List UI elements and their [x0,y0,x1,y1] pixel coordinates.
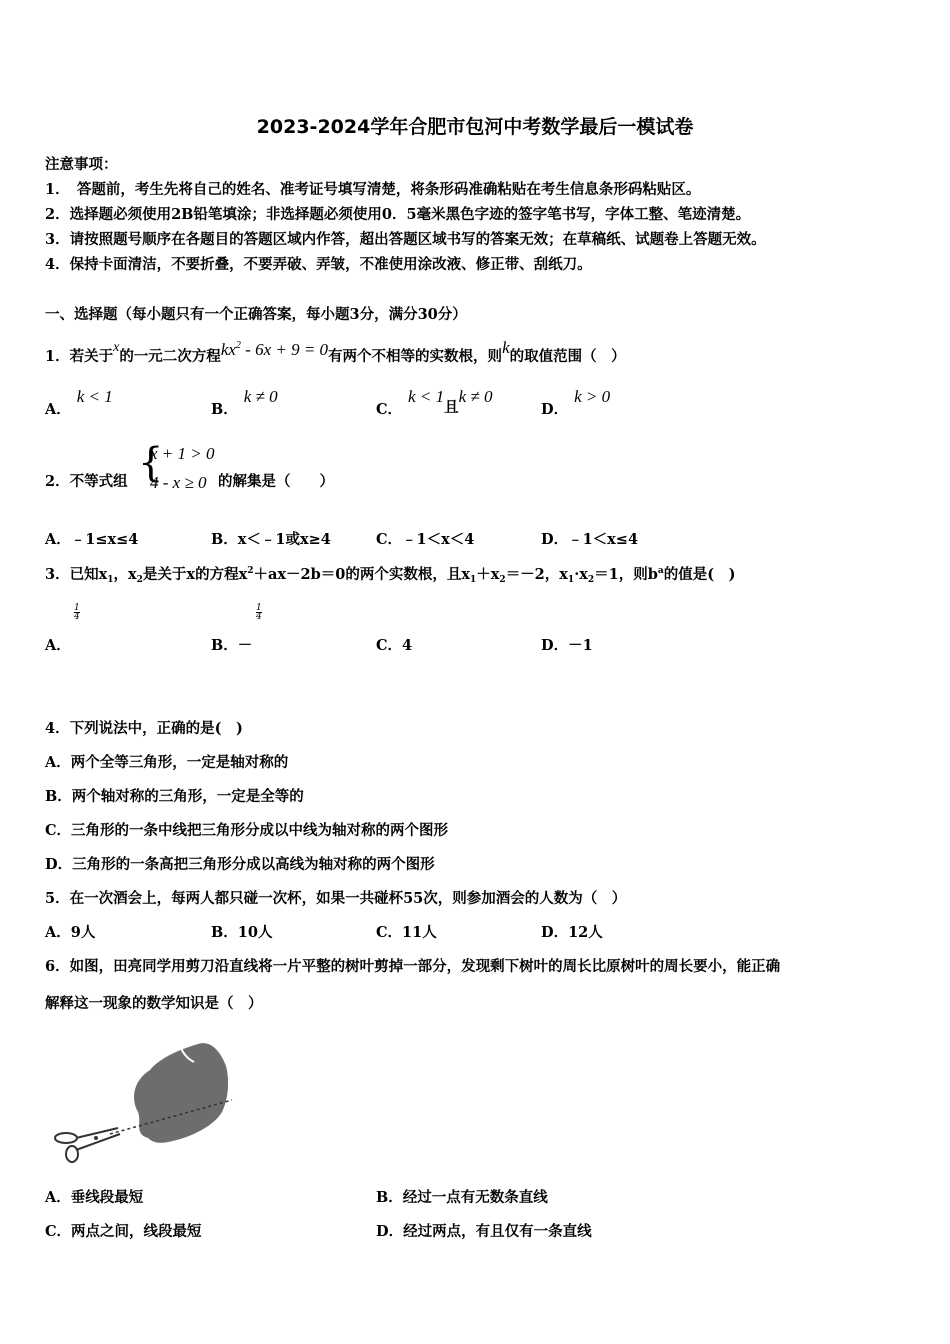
question-4-option-a[interactable]: A．两个全等三角形，一定是轴对称的 [45,754,289,771]
notice-heading: 注意事项： [45,156,118,173]
question-6-option-a[interactable]: A．垂线段最短 [45,1189,144,1206]
question-5-option-d[interactable]: D．12人 [541,924,603,941]
question-4-option-d[interactable]: D．三角形的一条高把三角形分成以高线为轴对称的两个图形 [45,856,435,873]
question-3-option-b[interactable]: $\frac{1}{4}$ B．－ [211,603,262,654]
question-4-option-b[interactable]: B．两个轴对称的三角形，一定是全等的 [45,788,304,805]
notice-item-2: 2．选择题必须使用2B铅笔填涂；非选择题必须使用0．5毫米黑色字迹的签字笔书写，字体工整、笔迹清楚。 [45,206,751,223]
question-5-option-a[interactable]: A．9人 [45,924,96,941]
question-2-option-c[interactable]: C．﹣1＜x＜4 [376,531,475,548]
question-1-option-a[interactable]: A．k < 1 [45,387,113,418]
question-2-option-b[interactable]: B．x＜﹣1或x≥4 [211,531,331,548]
page-title: 2023-2024学年合肥市包河中考数学最后一模试卷 [256,116,694,138]
question-2-stem-label: 2．不等式组 [45,473,128,490]
question-3-stem: 3．已知$x_1$，$x_2$是关于x的方程$x^2+ax-2b=0$的两个实数根，且$x_1+x_2=-2$，$x_1\cdot x_2=1$，则$b^a$的值是( ) [45,566,736,585]
notice-item-3: 3．请按照题号顺序在各题目的答题区域内作答，超出答题区域书写的答案无效；在草稿纸、试题卷上答题无效。 [45,231,766,248]
question-1-option-c[interactable]: C．k < 1且k ≠ 0 [376,387,493,418]
question-2-stem-end: 的解集是（ ） [218,473,334,490]
inequality-2: 4 - x ≥ 0 [150,473,207,492]
question-6-stem-line2: 解释这一现象的数学知识是（ ） [45,995,263,1012]
brace-icon: { [138,440,164,486]
question-2-option-a[interactable]: A．﹣1≤x≤4 [45,531,139,548]
question-6-stem-line1: 6．如图，田亮同学用剪刀沿直线将一片平整的树叶剪掉一部分，发现剩下树叶的周长比原树叶的周长要小，能正确 [45,958,781,975]
question-5-stem: 5．在一次酒会上，每两人都只碰一次杯，如果一共碰杯55次，则参加酒会的人数为（ ） [45,890,627,907]
question-5-option-b[interactable]: B．10人 [211,924,273,941]
notice-item-4: 4．保持卡面清洁，不要折叠，不要弄破、弄皱，不准使用涂改液、修正带、刮纸刀。 [45,256,592,273]
question-4-stem: 4．下列说法中，正确的是( ) [45,720,243,737]
question-4-option-c[interactable]: C．三角形的一条中线把三角形分成以中线为轴对称的两个图形 [45,822,449,839]
question-1-option-b[interactable]: B．k ≠ 0 [211,387,278,418]
inequality-1: x + 1 > 0 [150,444,215,463]
fraction-quarter: $\frac{1}{4}$ [74,603,80,622]
question-3-option-c[interactable]: C．4 [376,637,413,654]
notice-item-1: 1． 答题前，考生先将自己的姓名、准考证号填写清楚，将条形码准确粘贴在考生信息条形码粘贴区。 [45,181,701,198]
question-6-option-c[interactable]: C．两点之间，线段最短 [45,1223,202,1240]
question-3-option-d[interactable]: D．－1 [541,637,593,654]
section-heading: 一、选择题（每小题只有一个正确答案，每小题3分，满分30分） [45,306,467,323]
scissors-icon [55,1128,120,1162]
question-1-option-d[interactable]: D．k > 0 [541,387,611,418]
question-6-option-b[interactable]: B．经过一点有无数条直线 [376,1189,548,1206]
fraction-quarter: $\frac{1}{4}$ [256,603,262,622]
question-5-option-c[interactable]: C．11人 [376,924,437,941]
question-1-stem: 1．若关于x的一元二次方程$kx^2 - 6x + 9 = 0$有两个不相等的实数根，则k的取值范围（ ） [45,338,626,365]
question-2-option-d[interactable]: D．﹣1＜x≤4 [541,531,639,548]
leaf-scissors-figure [50,1030,240,1170]
question-6-option-d[interactable]: D．经过两点，有且仅有一条直线 [376,1223,592,1240]
leaf-shape [134,1043,228,1143]
question-3-option-a[interactable]: $\frac{1}{4}$ A． [45,603,80,654]
